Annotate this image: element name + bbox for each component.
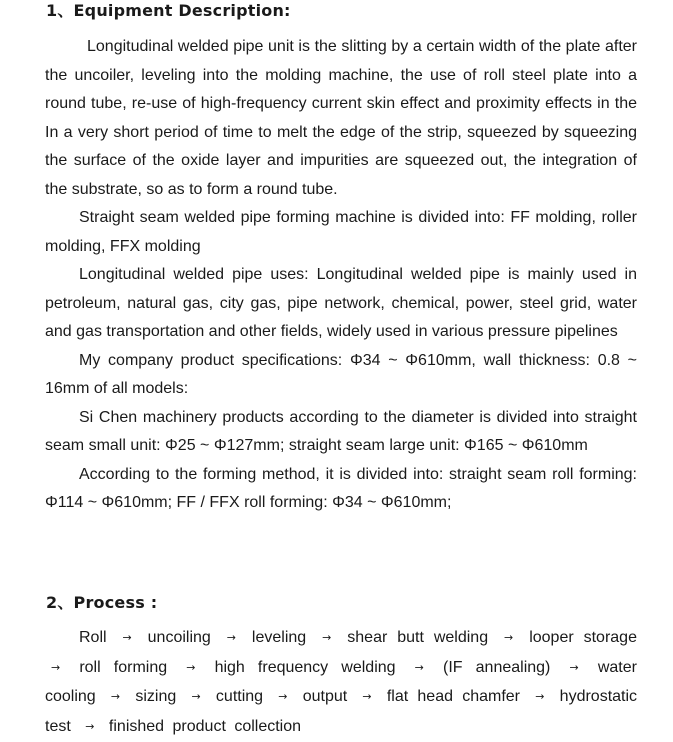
- equipment-description-body: [45, 33, 637, 518]
- arrow-right-icon: →: [51, 660, 61, 674]
- arrow-right-icon: →: [504, 631, 514, 644]
- process-step: shear butt welding: [347, 629, 489, 646]
- paragraph-forming-machine-types: Straight seam welded pipe forming machine is divided into: FF molding, roller molding, FFX molding: [45, 209, 637, 255]
- arrow-right-icon: →: [191, 690, 201, 703]
- paragraph-forming-method-classification: According to the forming method, it is divided into: straight seam roll forming: Φ114 ~ Φ610mm; FF / FFX roll forming: Φ34 ~ Φ610mm;: [45, 465, 637, 511]
- process-step: sizing: [135, 688, 177, 705]
- arrow-right-icon: →: [414, 660, 424, 674]
- process-step: leveling: [251, 629, 307, 646]
- process-step: roll forming: [79, 658, 168, 676]
- process-step: uncoiling: [147, 629, 211, 646]
- arrow-right-icon: →: [569, 660, 579, 674]
- process-step: water cooling: [45, 658, 637, 705]
- process-step: Roll: [79, 629, 107, 646]
- arrow-right-icon: →: [85, 719, 95, 733]
- process-step: high frequency welding: [214, 658, 396, 676]
- paragraph-diameter-classification: Si Chen machinery products according to the diameter is divided into straight seam small unit: Φ25 ~ Φ127mm; straight seam large unit: Φ165 ~ Φ610mm: [45, 408, 637, 454]
- paragraph-product-specifications: My company product specifications: Φ34 ~ Φ610mm, wall thickness: 0.8 ~ 16mm of all models:: [45, 351, 637, 397]
- arrow-right-icon: →: [122, 631, 132, 644]
- arrow-right-icon: →: [186, 660, 196, 674]
- arrow-right-icon: →: [322, 631, 332, 644]
- arrow-right-icon: →: [110, 690, 121, 703]
- arrow-right-icon: →: [278, 690, 288, 703]
- process-step: finished product collection: [108, 717, 302, 735]
- process-step: (IF annealing): [443, 658, 551, 676]
- process-step: flat head chamfer: [386, 688, 521, 705]
- arrow-right-icon: →: [535, 690, 545, 703]
- process-step: looper storage: [529, 629, 637, 646]
- paragraph-unit-description: Longitudinal welded pipe unit is the slitting by a certain width of the plate after the uncoiler, leveling into the molding machine, the use of roll steel plate into a round tube, re-use of high-frequency current skin effect and proximity effects in the In a very short period of time to melt the edge of the strip, squeezed by squeezing the surface of the oxide layer and impurities are squeezed out, the integration of the substrate, so as to form a round tube.: [45, 38, 637, 198]
- process-step: cutting: [215, 688, 264, 705]
- section-heading-equipment-description: 1、Equipment Description:: [46, 1, 291, 20]
- arrow-right-icon: →: [226, 631, 236, 644]
- arrow-right-icon: →: [362, 690, 372, 703]
- section-heading-process: 2、Process :: [46, 593, 158, 612]
- paragraph-pipe-uses: Longitudinal welded pipe uses: Longitudinal welded pipe is mainly used in petroleum, natural gas, city gas, pipe network, chemical, power, steel grid, water and gas transportation and other fields, widely used in various pressure pipelines: [45, 266, 637, 340]
- process-body: [45, 624, 637, 742]
- process-step: output: [302, 688, 348, 705]
- process-flow: [45, 624, 637, 742]
- process-step: hydrostatic test: [45, 688, 638, 735]
